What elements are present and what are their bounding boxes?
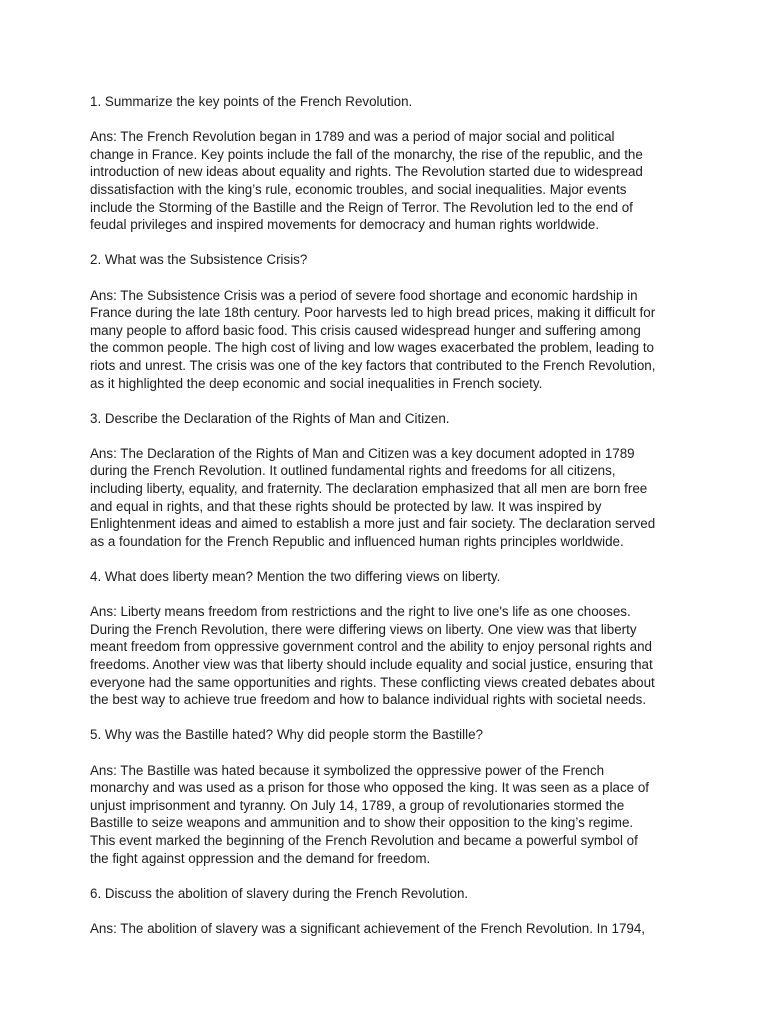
answer-text-line: monarchy and was used as a prison for those who opposed the king. It was seen as a place of [90,780,650,796]
answer-text-line: freedoms. Another view was that liberty should include equality and social justice, ensuring that [90,657,653,672]
answer-text-line: riots and unrest. The crisis was one of the key factors that contributed to the French Revolution, [90,357,656,373]
answer-paragraph [90,603,690,709]
answer-text-line: Bastille to seize weapons and ammunition and to show their opposition to the king’s regime. [90,815,634,831]
answer-paragraph [90,920,690,938]
answer-text-line: Ans: The Subsistence Crisis was a period of severe food shortage and economic hardship in [90,287,638,303]
answer-text-line: many people to afford basic food. This crisis caused widespread hunger and suffering among [90,322,641,338]
answer-text-line: and equal in rights, and that these rights should be protected by law. It was inspired by [90,498,602,514]
answer-text-line: introduction of new ideas about equality and rights. The Revolution started due to widespread [90,164,643,180]
answer-paragraph [90,287,690,393]
question-paragraph [90,568,690,586]
answer-text-line: include the Storming of the Bastille and the Reign of Terror. The Revolution led to the end of [90,199,633,215]
answer-paragraph [90,445,690,551]
question-text-line: 2. What was the Subsistence Crisis? [90,252,308,268]
answer-text-line: including liberty, equality, and fraternity. The declaration emphasized that all men are born free [90,481,648,497]
answer-text-line: as it highlighted the deep economic and social inequalities in French society. [90,375,543,391]
answer-text-line: change in France. Key points include the fall of the monarchy, the rise of the republic, and the [90,146,643,162]
answer-text-line: meant freedom from oppressive government control and the ability to enjoy personal rights and [90,639,652,655]
answer-text-line: During the French Revolution, there were differing views on liberty. One view was that liberty [90,621,637,637]
answer-text-line: Enlightenment ideas and aimed to establish a more just and fair society. The declaration served [90,516,656,532]
answer-text-line: unjust imprisonment and tyranny. On July 14, 1789, a group of revolutionaries stormed the [90,797,625,813]
answer-text-line: Ans: Liberty means freedom from restrictions and the right to live one's life as one chooses. [90,604,631,620]
question-text-line: 6. Discuss the abolition of slavery during the French Revolution. [90,885,469,901]
answer-text-line: France during the late 18th century. Poor harvests led to high bread prices, making it difficult for [90,305,656,321]
answer-text-line: everyone had the same opportunities and rights. These conflicting views created debates about [90,674,655,690]
question-paragraph [90,410,690,428]
question-paragraph [90,93,690,111]
answer-paragraph [90,128,690,234]
question-paragraph [90,251,690,269]
question-text-line: 3. Describe the Declaration of the Rights of Man and Citizen. [90,410,450,426]
answer-text-line: Ans: The Declaration of the Rights of Man and Citizen was a key document adopted in 1789 [90,445,635,461]
answer-text-line: the fight against oppression and the demand for freedom. [90,850,431,866]
answer-text-line: feudal privileges and inspired movements for democracy and human rights worldwide. [90,217,600,233]
question-paragraph [90,726,690,744]
answer-paragraph [90,762,690,868]
answer-text-line: This event marked the beginning of the French Revolution and became a powerful symbol of [90,832,638,848]
document-page [90,93,690,955]
answer-text-line: the common people. The high cost of living and low wages exacerbated the problem, leading to [90,340,654,356]
answer-text-line: Ans: The French Revolution began in 1789 and was a period of major social and political [90,129,615,145]
answer-text-line: dissatisfaction with the king’s rule, economic troubles, and social inequalities. Major events [90,181,627,197]
answer-text-line: Ans: The Bastille was hated because it symbolized the oppressive power of the French [90,762,605,778]
answer-text-line: the best way to achieve true freedom and how to balance individual rights with societal needs. [90,692,647,708]
question-text-line: 4. What does liberty mean? Mention the two differing views on liberty. [90,569,501,585]
answer-text-line: during the French Revolution. It outlined fundamental rights and freedoms for all citizens, [90,463,616,479]
question-text-line: 1. Summarize the key points of the French Revolution. [90,94,413,109]
answer-text-line: as a foundation for the French Republic and influenced human rights principles worldwide. [90,533,624,549]
answer-text-line: Ans: The abolition of slavery was a significant achievement of the French Revolution. In 1794, [90,920,646,936]
question-text-line: 5. Why was the Bastille hated? Why did people storm the Bastille? [90,727,483,743]
question-paragraph [90,885,690,903]
